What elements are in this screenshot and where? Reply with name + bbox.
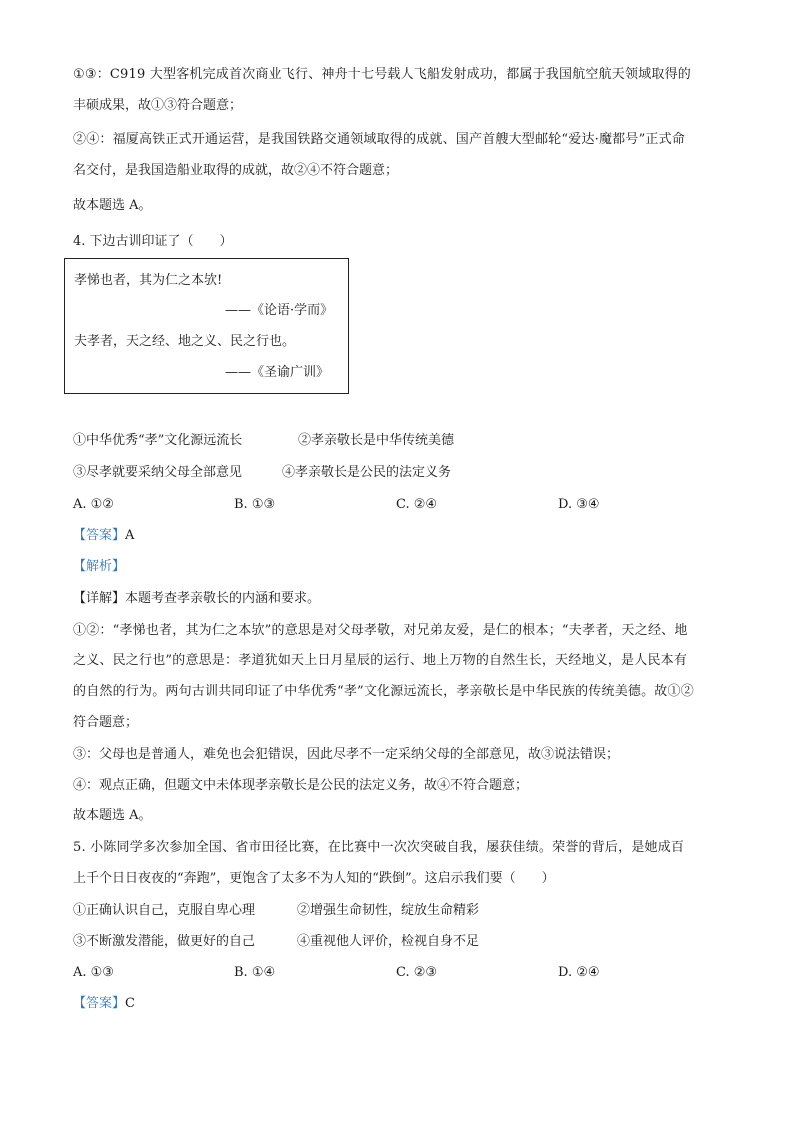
conclusion-line: 故本题选 A。 [73,808,152,823]
answer-line [73,995,135,1013]
explanation-line: 的自然的行为。两句古训共同印证了中华优秀“孝”文化源远流长，孝亲敬长是中华民族的传统美德。故①② [73,684,694,699]
option-d: D. ③④ [558,497,600,512]
question-4-stem: 4. 下边古训印证了（ ） [73,234,233,249]
option-a: A. ①③ [73,965,114,980]
question-5-stem: 5. 小陈同学多次参加全国、省市田径比赛，在比赛中一次次突破自我，屡获佳绩。荣誉的背后，是她成百 [73,840,685,855]
quote-source: ——《论语·学而》 [225,303,334,318]
statement-3: ③不断激发潜能，做更好的自己 [73,934,256,949]
statement-1: ①中华优秀“孝”文化源远流长 [73,433,243,448]
answer-value: A [125,528,135,543]
statement-4: ④孝亲敬长是公民的法定义务 [282,465,452,480]
statement-3: ③尽孝就要采纳父母全部意见 [73,465,243,480]
question-5-stem: 上千个日日夜夜的“奔跑”，更饱含了太多不为人知的“跌倒”。这启示我们要（ ） [73,871,555,886]
answer-tag: 【答案】 [73,528,126,543]
explanation-line: 丰硕成果，故①③符合题意； [73,98,243,113]
detail-intro: 本题考查孝亲敬长的内涵和要求。 [125,591,321,606]
detail-line [73,590,320,608]
explanation-line: ①③：C919 大型客机完成首次商业飞行、神舟十七号载人飞船发射成功，都属于我国航空航天领域取得的 [73,67,692,82]
statement-2: ②增强生命韧性，绽放生命精彩 [297,903,480,918]
option-b: B. ①④ [234,965,276,980]
option-c: C. ②④ [396,497,438,512]
answer-line [73,527,134,545]
quote-box [64,258,349,394]
explanation-line: 名交付，是我国造船业取得的成就，故②④不符合题意； [73,163,399,178]
conclusion-line: 故本题选 A。 [73,198,152,213]
statement-1: ①正确认识自己，克服自卑心理 [73,903,256,918]
option-d: D. ②④ [558,965,600,980]
answer-tag: 【答案】 [73,996,126,1011]
option-c: C. ②③ [396,965,438,980]
explanation-line: 符合题意； [73,715,139,730]
explanation-line: ②④：福厦高铁正式开通运营，是我国铁路交通领域取得的成就、国产首艘大型邮轮“爱达·魔都号”正式命 [73,132,686,147]
explanation-line: ①②：“孝悌也者，其为仁之本欤”的意思是对父母孝敬，对兄弟友爱，是仁的根本；“夫孝者，天之经、地 [73,623,688,638]
quote-source: ——《圣谕广训》 [225,365,330,380]
option-a: A. ①② [73,497,114,512]
option-b: B. ①③ [234,497,276,512]
answer-value: C [125,996,135,1011]
analysis-tag: 【解析】 [73,559,126,574]
explanation-line: 之义、民之行也”的意思是：孝道犹如天上日月星辰的运行、地上万物的自然生长，天经地义，是人民本有 [73,653,688,668]
explanation-line: ④：观点正确，但题文中未体现孝亲敬长是公民的法定义务，故④不符合题意； [73,778,529,793]
statement-4: ④重视他人评价，检视自身不足 [297,934,480,949]
detail-tag: 【详解】 [73,591,126,606]
quote-text: 孝悌也者，其为仁之本欤! [74,273,223,288]
explanation-line: ③：父母也是普通人，难免也会犯错误，因此尽孝不一定采纳父母的全部意见，故③说法错误； [73,747,620,762]
quote-text: 夫孝者，天之经、地之义、民之行也。 [74,334,296,349]
statement-2: ②孝亲敬长是中华传统美德 [298,433,455,448]
